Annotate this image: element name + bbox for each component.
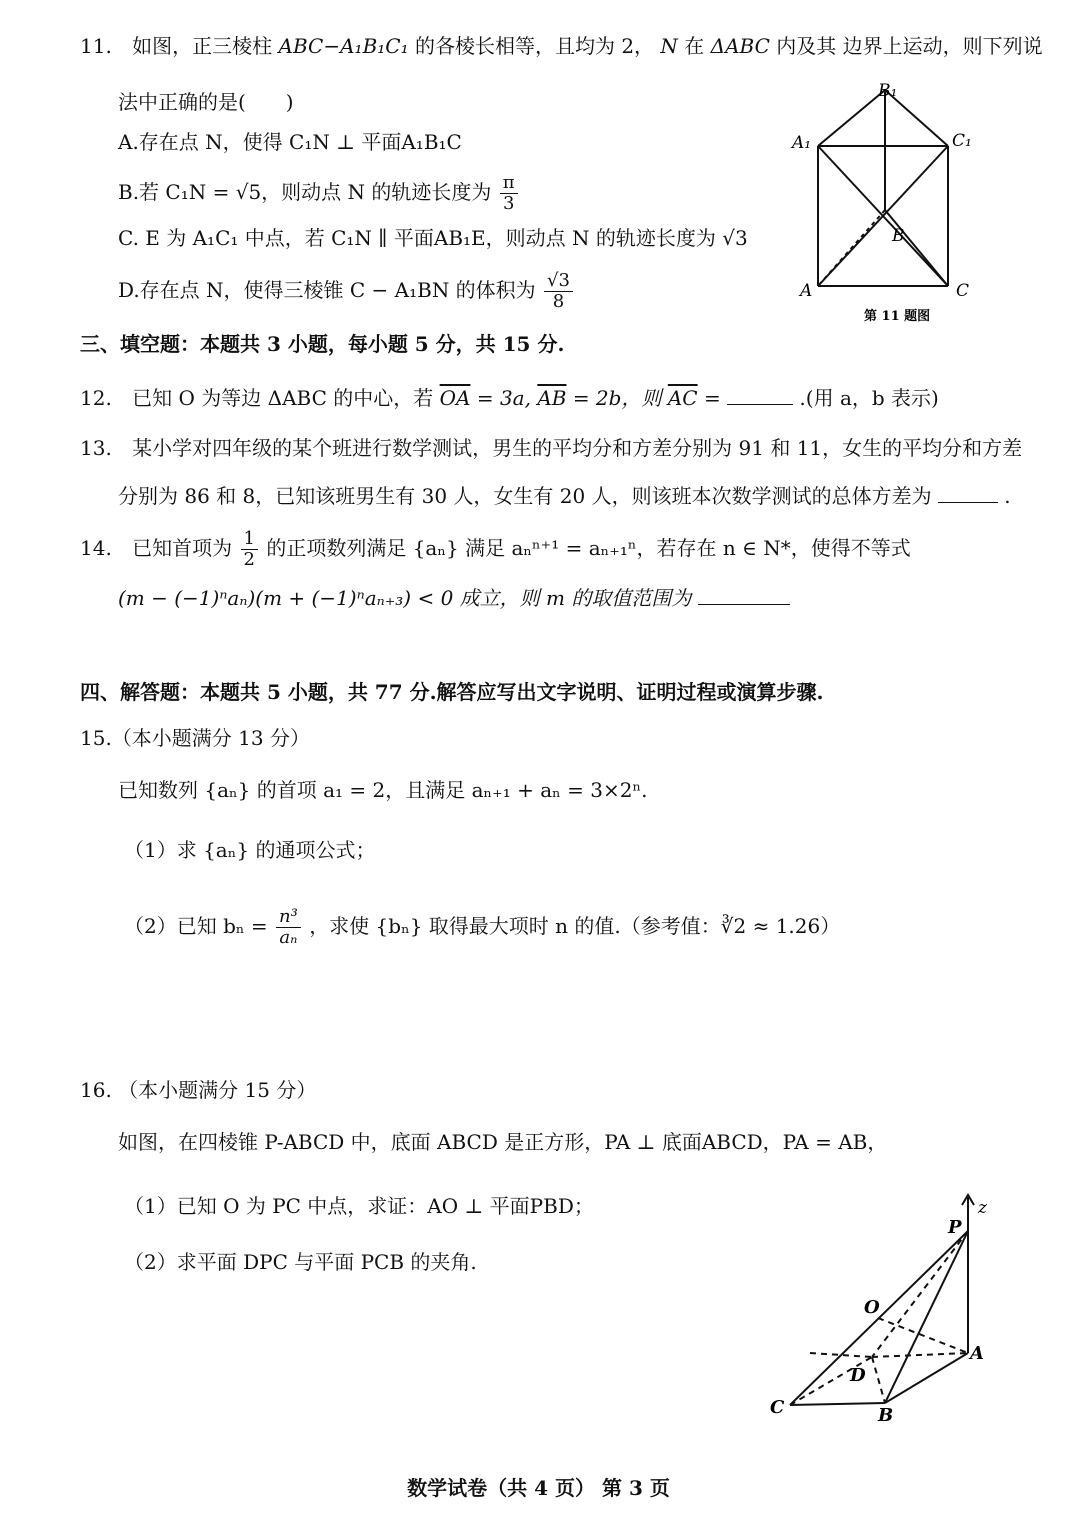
label-z: z: [978, 1198, 987, 1218]
q11-option-d-num: √3: [544, 271, 573, 292]
figure11-prism-diagram: [780, 78, 1000, 328]
label-d: D: [850, 1365, 866, 1386]
q14-line2: [118, 582, 790, 612]
label-b: B: [892, 226, 905, 246]
q15-bn-fraction: [276, 907, 301, 948]
q14-line1: [80, 524, 911, 572]
edge-pd-dashed: [872, 1231, 968, 1357]
q12-vector-ab: $\overline{AB}$: [537, 386, 567, 410]
q15-bn-den: aₙ: [279, 927, 298, 948]
edge-bc: [885, 210, 948, 286]
label-c1: C₁: [952, 131, 972, 151]
q15-bn-num: n³: [276, 907, 301, 928]
q11-stem-e: 法中正确的是( ): [118, 90, 294, 114]
label-a: A: [800, 281, 813, 301]
q14-half-den: 2: [243, 549, 255, 570]
q14-inequality: (m − (−1)ⁿaₙ)(m + (−1)ⁿaₙ₊₃) < 0 成立，则 m 的取值范围为: [118, 586, 692, 610]
q11-option-b: [118, 168, 520, 216]
label-p: P: [948, 1217, 962, 1238]
q13-line2: [118, 480, 1011, 510]
q11-option-c: C. E 为 A₁C₁ 中点，若 C₁N ∥ 平面AB₁E，则动点 N 的轨迹长度为 √3: [118, 226, 748, 250]
q12-tail: .(用 a，b 表示): [799, 386, 939, 410]
q11-stem-b: 的各棱长相等，且均为 2，: [414, 34, 655, 58]
section4-title: 四、解答题：本题共 5 小题，共 77 分.解答应写出文字说明、证明过程或演算步骤.: [80, 680, 824, 704]
label-a1: A₁: [792, 133, 812, 153]
q15-part1: （1）求 {aₙ} 的通项公式；: [124, 838, 376, 862]
q15-part2-a: （2）已知 bₙ =: [124, 914, 268, 938]
q15-part2-b: ，求使 {bₙ} 取得最大项时 n 的值.（参考值：∛2 ≈ 1.26）: [309, 914, 841, 938]
edge-da-dashed: [872, 1353, 968, 1357]
q11-n: N: [660, 34, 678, 58]
q11-option-d: [118, 266, 575, 314]
q13-text1: 某小学对四年级的某个班进行数学测试，男生的平均分和方差分别为 91 和 11，女生的平均分和方差: [132, 436, 1023, 460]
q16-part1: （1）已知 O 为 PC 中点，求证：AO ⊥ 平面PBD；: [124, 1194, 594, 1218]
q11-option-d-text: D.存在点 N，使得三棱锥 C − A₁BN 的体积为: [118, 278, 536, 302]
label-a: A: [970, 1343, 984, 1364]
q11-option-b-den: 3: [502, 193, 515, 214]
label-c: C: [956, 281, 970, 301]
q16-given: 如图，在四棱锥 P-ABCD 中，底面 ABCD 是正方形，PA ⊥ 底面ABCD，PA = AB，: [118, 1130, 888, 1154]
q11-prism: ABC−A₁B₁C₁: [278, 34, 409, 58]
q13-answer-blank[interactable]: [938, 480, 998, 503]
q11-stem-a: 如图，正三棱柱: [132, 34, 273, 58]
figure11-caption: 第 11 题图: [864, 309, 931, 324]
q12-number: 12.: [80, 386, 112, 410]
q14-number: 14.: [80, 536, 112, 560]
q14-half-num: 1: [241, 529, 258, 550]
q14-half-fraction: [241, 529, 258, 570]
q12-eq3: =: [703, 386, 721, 410]
label-c: C: [770, 1397, 785, 1418]
q15-part2: [124, 900, 840, 952]
q11-option-b-num: π: [500, 173, 518, 194]
q12-line: [80, 382, 939, 412]
q13-tail: .: [1004, 484, 1011, 508]
q12-eq2: = 2b，则: [572, 386, 662, 410]
q14-answer-blank[interactable]: [698, 582, 790, 605]
label-b: B: [878, 1405, 894, 1425]
label-b1: B₁: [878, 81, 898, 101]
q11-option-d-fraction: [544, 271, 573, 312]
q12-vector-oa: $\overline{OA}$: [439, 386, 471, 410]
q13-text2: 分别为 86 和 8，已知该班男生有 30 人，女生有 20 人，则该班本次数学测试的总体方差为: [118, 484, 932, 508]
q11-option-b-fraction: [500, 173, 518, 214]
q12-vector-ac: $\overline{AC}$: [667, 386, 698, 410]
q16-part2: （2）求平面 DPC 与平面 PCB 的夹角.: [124, 1250, 477, 1274]
label-o: O: [864, 1297, 880, 1318]
q11-option-b-text: B.若 C₁N = √5，则动点 N 的轨迹长度为: [118, 180, 492, 204]
q12-text-a: 已知 O 为等边 ΔABC 的中心，若: [132, 386, 434, 410]
edge-a1b1: [818, 90, 885, 146]
q11-tri: ΔABC: [710, 34, 770, 58]
edge-cb: [790, 1403, 885, 1405]
figure16-pyramid-diagram: [760, 1185, 1000, 1425]
q12-eq1: = 3a,: [476, 386, 531, 410]
q11-option-d-den: 8: [552, 291, 565, 312]
q16-header: 16. （本小题满分 15 分）: [80, 1078, 317, 1102]
q11-stem-d: 内及其 边界上运动，则下列说: [776, 34, 1043, 58]
q11-number: 11.: [80, 34, 112, 58]
q11-line1: [80, 32, 1043, 60]
edge-db-dashed: [872, 1357, 885, 1403]
q13-number: 13.: [80, 436, 112, 460]
q11-stem-c: 在: [684, 34, 705, 58]
q14-text-a: 已知首项为: [132, 536, 233, 560]
q14-text-b: 的正项数列满足 {aₙ} 满足 aₙⁿ⁺¹ = aₙ₊₁ⁿ，若存在 n ∈ N*，使得不等式: [266, 536, 911, 560]
section3-title: 三、填空题：本题共 3 小题，每小题 5 分，共 15 分.: [80, 332, 565, 356]
q13-line1: [80, 434, 1022, 462]
q11-option-a: A.存在点 N，使得 C₁N ⊥ 平面A₁B₁C: [118, 130, 462, 154]
q15-given: 已知数列 {aₙ} 的首项 a₁ = 2，且满足 aₙ₊₁ + aₙ = 3×2ⁿ.: [118, 778, 648, 802]
q12-answer-blank[interactable]: [727, 382, 793, 405]
page-footer: 数学试卷（共 4 页） 第 3 页: [407, 1476, 670, 1500]
q15-header: 15.（本小题满分 13 分）: [80, 726, 310, 750]
